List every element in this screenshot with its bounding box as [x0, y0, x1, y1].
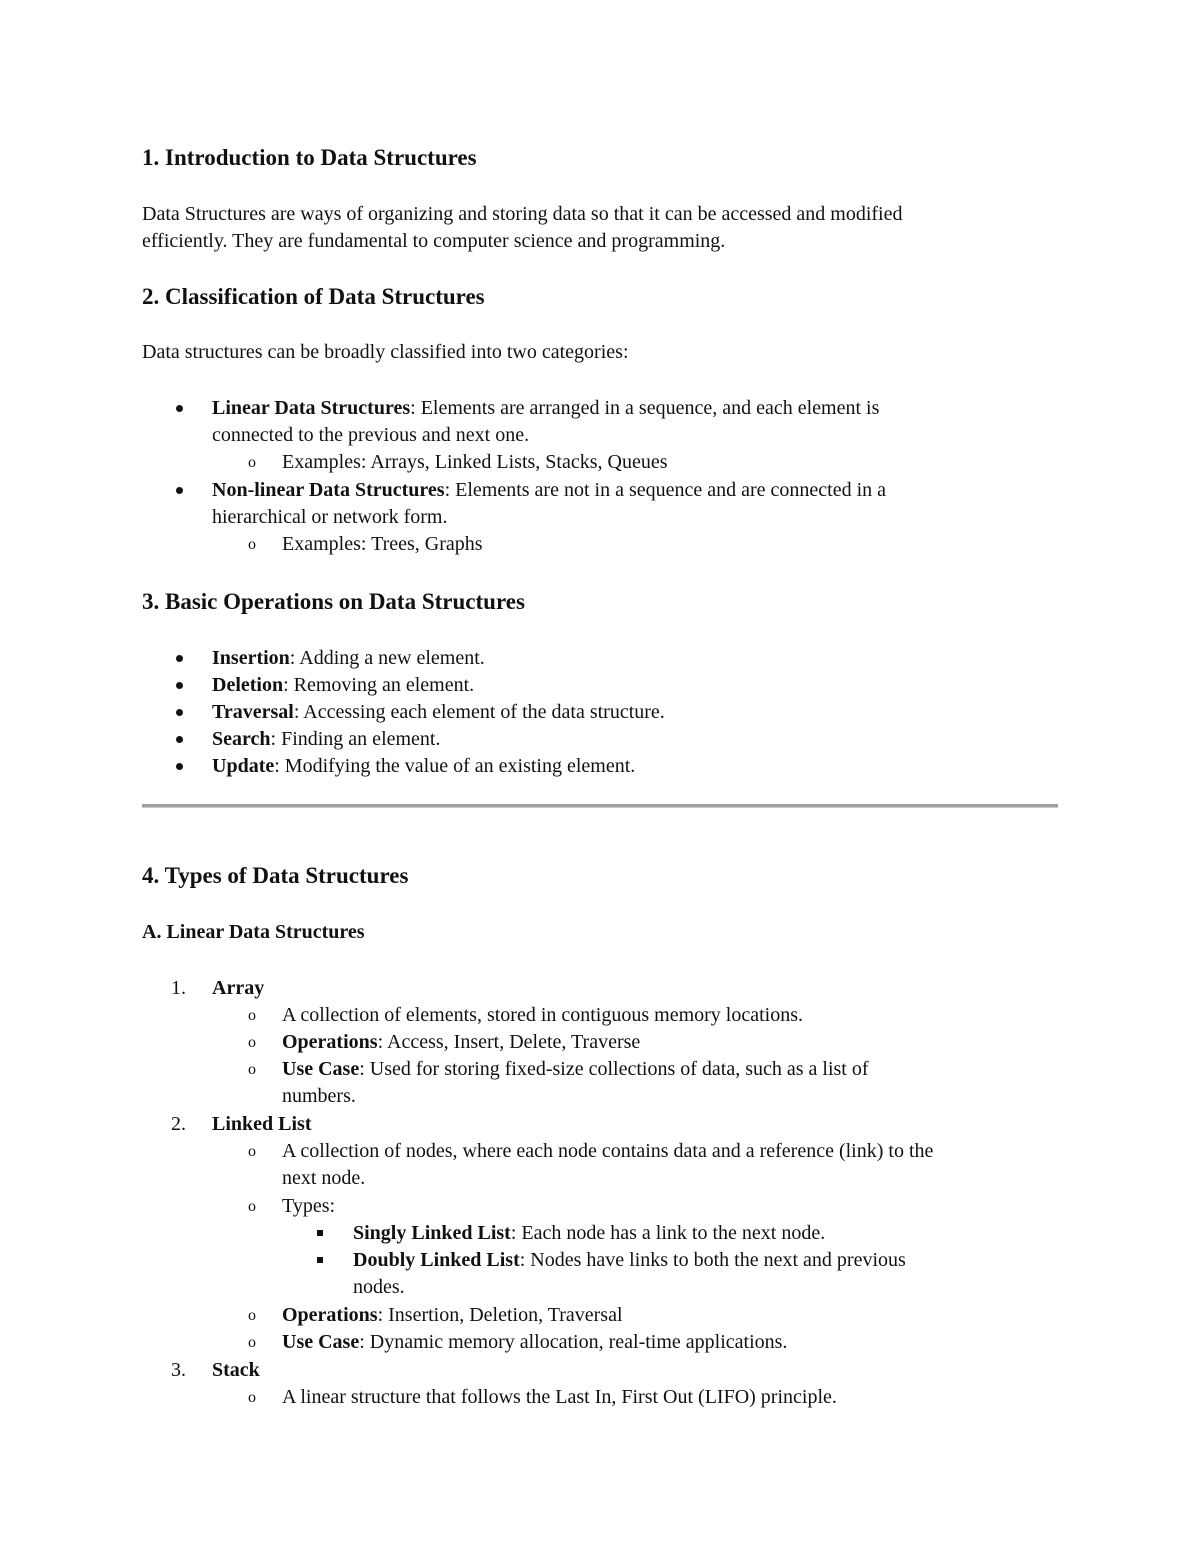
horizontal-divider [142, 804, 1058, 808]
bullet-icon [176, 487, 183, 494]
section-heading-operations: 3. Basic Operations on Data Structures [142, 589, 525, 614]
linked-list-type-singly [353, 1220, 825, 1247]
list-subitem-nonlinear-examples: Examples: Trees, Graphs [282, 533, 483, 555]
term-update: Update [212, 755, 275, 777]
linked-list-description: A collection of nodes, where each node contains data and a reference (link) to the [282, 1140, 934, 1162]
stack-description: A linear structure that follows the Last In, First Out (LIFO) principle. [282, 1386, 837, 1408]
list-item-traversal [212, 699, 665, 726]
linked-list-operations-term: Operations [282, 1304, 378, 1326]
list-item-array [212, 975, 264, 1002]
list-item-deletion [212, 672, 474, 699]
section-heading-classification: 2. Classification of Data Structures [142, 284, 485, 309]
bullet-icon [176, 655, 183, 662]
bullet-icon [176, 763, 183, 770]
linked-list-operations-desc: : Insertion, Deletion, Traversal [377, 1304, 623, 1326]
intro-paragraph-line-1: Data Structures are ways of organizing and storing data so that it can be accessed and modified [142, 203, 903, 225]
list-subitem-linear-examples: Examples: Arrays, Linked Lists, Stacks, Queues [282, 451, 668, 473]
array-operations-term: Operations [282, 1031, 378, 1053]
sub-bullet-icon: o [248, 1307, 256, 1324]
list-number: 3. [171, 1359, 186, 1381]
bullet-icon [176, 709, 183, 716]
desc-linear: : Elements are arranged in a sequence, and each element is [410, 397, 880, 419]
list-item-linear-cont: connected to the previous and next one. [212, 424, 530, 446]
list-item-search [212, 726, 441, 753]
linked-list-use-case-desc: : Dynamic memory allocation, real-time applications. [359, 1331, 788, 1353]
sub-bullet-icon: o [248, 1007, 256, 1024]
desc-traversal: : Accessing each element of the data structure. [293, 701, 665, 723]
array-use-case [282, 1056, 869, 1083]
singly-term: Singly Linked List [353, 1222, 511, 1244]
desc-insertion: : Adding a new element. [289, 647, 485, 669]
sub-bullet-icon: o [248, 1389, 256, 1406]
section-heading-intro: 1. Introduction to Data Structures [142, 145, 477, 170]
desc-nonlinear: : Elements are not in a sequence and are connected in a [444, 479, 887, 501]
list-number: 2. [171, 1113, 186, 1135]
linked-list-title: Linked List [212, 1113, 312, 1135]
term-insertion: Insertion [212, 647, 290, 669]
term-linear: Linear Data Structures [212, 397, 411, 419]
sub-bullet-icon: o [248, 536, 256, 553]
array-use-case-desc: : Used for storing fixed-size collections of data, such as a list of [359, 1058, 869, 1080]
intro-paragraph-line-2: efficiently. They are fundamental to computer science and programming. [142, 230, 726, 252]
sub-bullet-icon: o [248, 1334, 256, 1351]
array-description: A collection of elements, stored in contiguous memory locations. [282, 1004, 804, 1026]
desc-search: : Finding an element. [270, 728, 441, 750]
array-title: Array [212, 977, 265, 999]
singly-desc: : Each node has a link to the next node. [510, 1222, 826, 1244]
section-heading-types: 4. Types of Data Structures [142, 863, 409, 888]
linked-list-type-doubly-cont: nodes. [353, 1276, 405, 1298]
list-item-nonlinear [212, 477, 886, 504]
sub-bullet-icon: o [248, 1034, 256, 1051]
subsection-heading-linear: A. Linear Data Structures [142, 921, 365, 943]
linked-list-operations [282, 1302, 623, 1329]
list-item-nonlinear-cont: hierarchical or network form. [212, 506, 448, 528]
sub-bullet-icon: o [248, 1198, 256, 1215]
square-bullet-icon [317, 1230, 323, 1236]
sub-bullet-icon: o [248, 1061, 256, 1078]
list-item-insertion [212, 645, 485, 672]
linked-list-use-case-term: Use Case [282, 1331, 360, 1353]
list-item-stack [212, 1357, 260, 1384]
term-nonlinear: Non-linear Data Structures [212, 479, 445, 501]
array-use-case-cont: numbers. [282, 1085, 356, 1107]
bullet-icon [176, 736, 183, 743]
doubly-desc: : Nodes have links to both the next and previous [519, 1249, 906, 1271]
term-deletion: Deletion [212, 674, 284, 696]
square-bullet-icon [317, 1257, 323, 1263]
classification-paragraph: Data structures can be broadly classified into two categories: [142, 341, 629, 363]
linked-list-type-doubly [353, 1247, 906, 1274]
bullet-icon [176, 682, 183, 689]
linked-list-use-case [282, 1329, 787, 1356]
list-item-update [212, 753, 635, 780]
list-number: 1. [171, 977, 186, 999]
array-use-case-term: Use Case [282, 1058, 360, 1080]
term-traversal: Traversal [212, 701, 294, 723]
doubly-term: Doubly Linked List [353, 1249, 520, 1271]
array-operations [282, 1029, 640, 1056]
linked-list-types-label: Types: [282, 1195, 336, 1217]
term-search: Search [212, 728, 271, 750]
sub-bullet-icon: o [248, 1143, 256, 1160]
bullet-icon [176, 405, 183, 412]
desc-deletion: : Removing an element. [283, 674, 475, 696]
linked-list-description-cont: next node. [282, 1167, 366, 1189]
list-item-linear [212, 395, 879, 422]
desc-update: : Modifying the value of an existing element. [274, 755, 636, 777]
list-item-linked-list [212, 1111, 311, 1138]
stack-title: Stack [212, 1359, 260, 1381]
array-operations-desc: : Access, Insert, Delete, Traverse [377, 1031, 641, 1053]
sub-bullet-icon: o [248, 454, 256, 471]
